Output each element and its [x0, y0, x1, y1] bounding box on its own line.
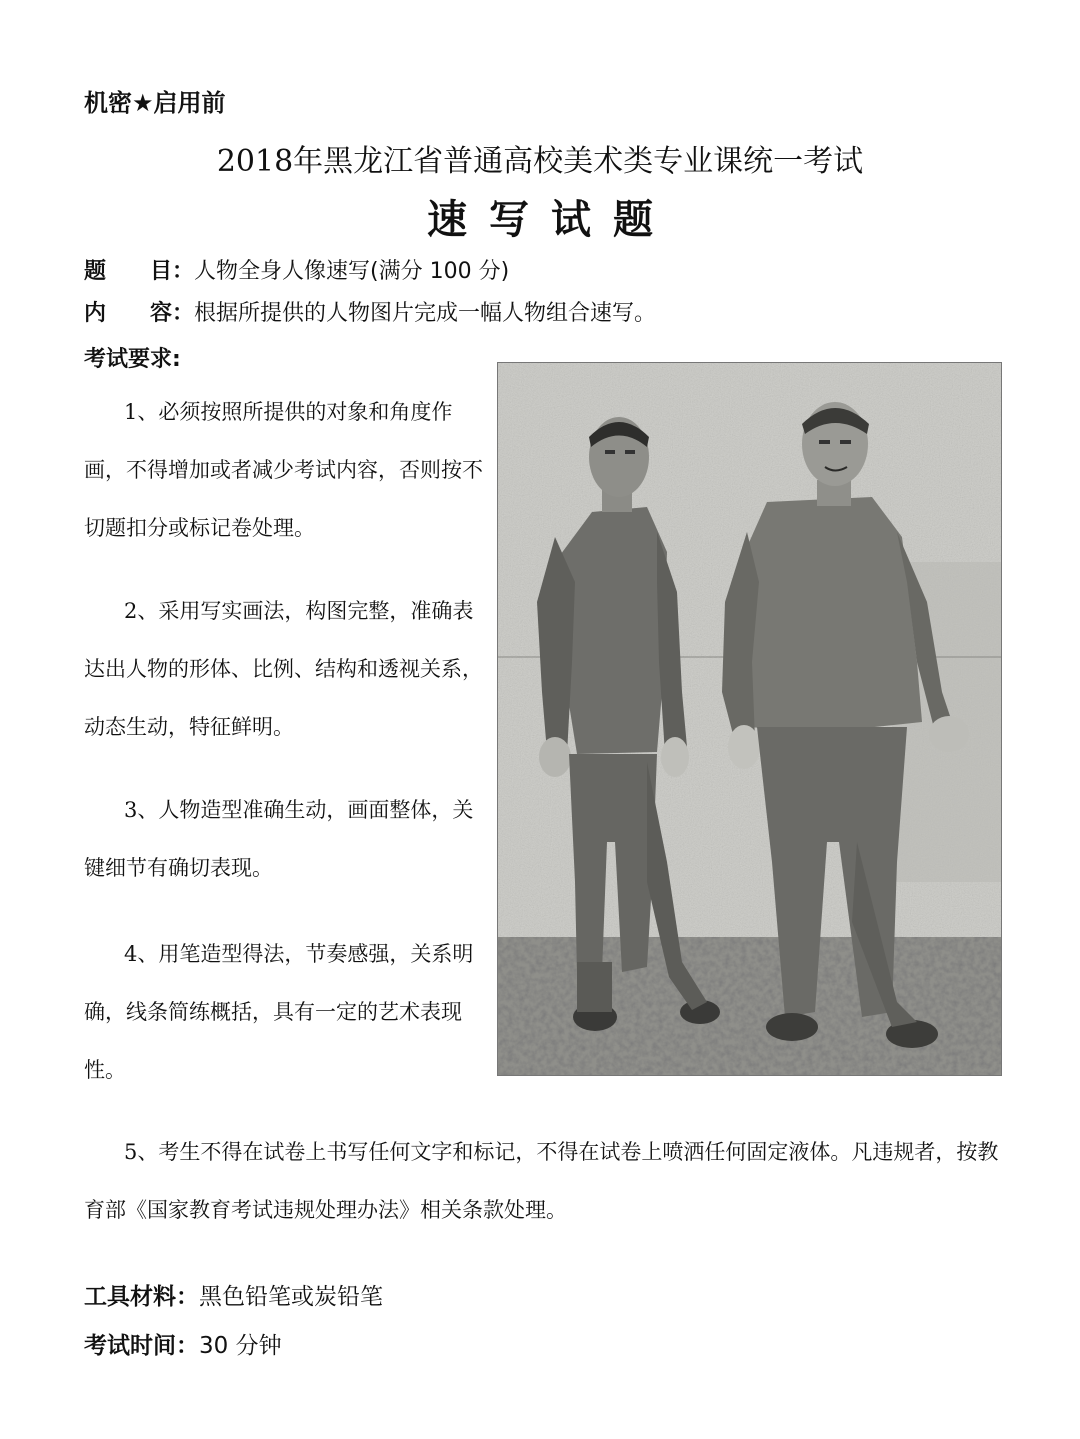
exam-subtitle: 速写试题 — [427, 196, 675, 243]
topic-value: 人物全身人像速写(满分 100 分) — [194, 259, 510, 284]
time-label: 考试时间： — [84, 1333, 199, 1359]
content-row — [84, 296, 656, 327]
tools-label: 工具材料： — [84, 1284, 199, 1310]
time-value: 30 分钟 — [199, 1333, 282, 1359]
requirement-item — [84, 1123, 1004, 1239]
requirement-item — [84, 582, 484, 756]
reference-photo — [497, 362, 1002, 1076]
content-value: 根据所提供的人物图片完成一幅人物组合速写。 — [194, 301, 657, 326]
requirement-item — [84, 925, 484, 1099]
requirement-text: 2、采用写实画法，构图完整，准确表达出人物的形体、比例、结构和透视关系，动态生动，特征鲜明。 — [84, 599, 483, 739]
content-label: 内 容： — [84, 301, 195, 326]
confidential-mark: 机密★启用前 — [84, 89, 226, 117]
requirement-text: 4、用笔造型得法，节奏感强，关系明确，线条简练概括，具有一定的艺术表现性。 — [84, 942, 474, 1082]
tools-value: 黑色铅笔或炭铅笔 — [199, 1284, 383, 1310]
requirement-item — [84, 383, 484, 557]
time-row — [84, 1327, 282, 1360]
requirement-text: 5、考生不得在试卷上书写任何文字和标记，不得在试卷上喷洒任何固定液体。凡违规者，按教育部《国家教育考试违规处理办法》相关条款处理。 — [84, 1140, 999, 1222]
requirement-text: 3、人物造型准确生动，画面整体，关键细节有确切表现。 — [84, 798, 474, 880]
topic-row — [84, 254, 509, 285]
requirement-text: 1、必须按照所提供的对象和角度作画，不得增加或者减少考试内容，否则按不切题扣分或标记卷处理。 — [84, 400, 483, 540]
requirements-heading: 考试要求: — [84, 347, 181, 372]
topic-label: 题 目： — [84, 259, 195, 284]
exam-title: 2018年黑龙江省普通高校美术类专业课统一考试 — [216, 144, 864, 179]
requirement-item — [84, 781, 484, 897]
tools-row — [84, 1278, 383, 1311]
